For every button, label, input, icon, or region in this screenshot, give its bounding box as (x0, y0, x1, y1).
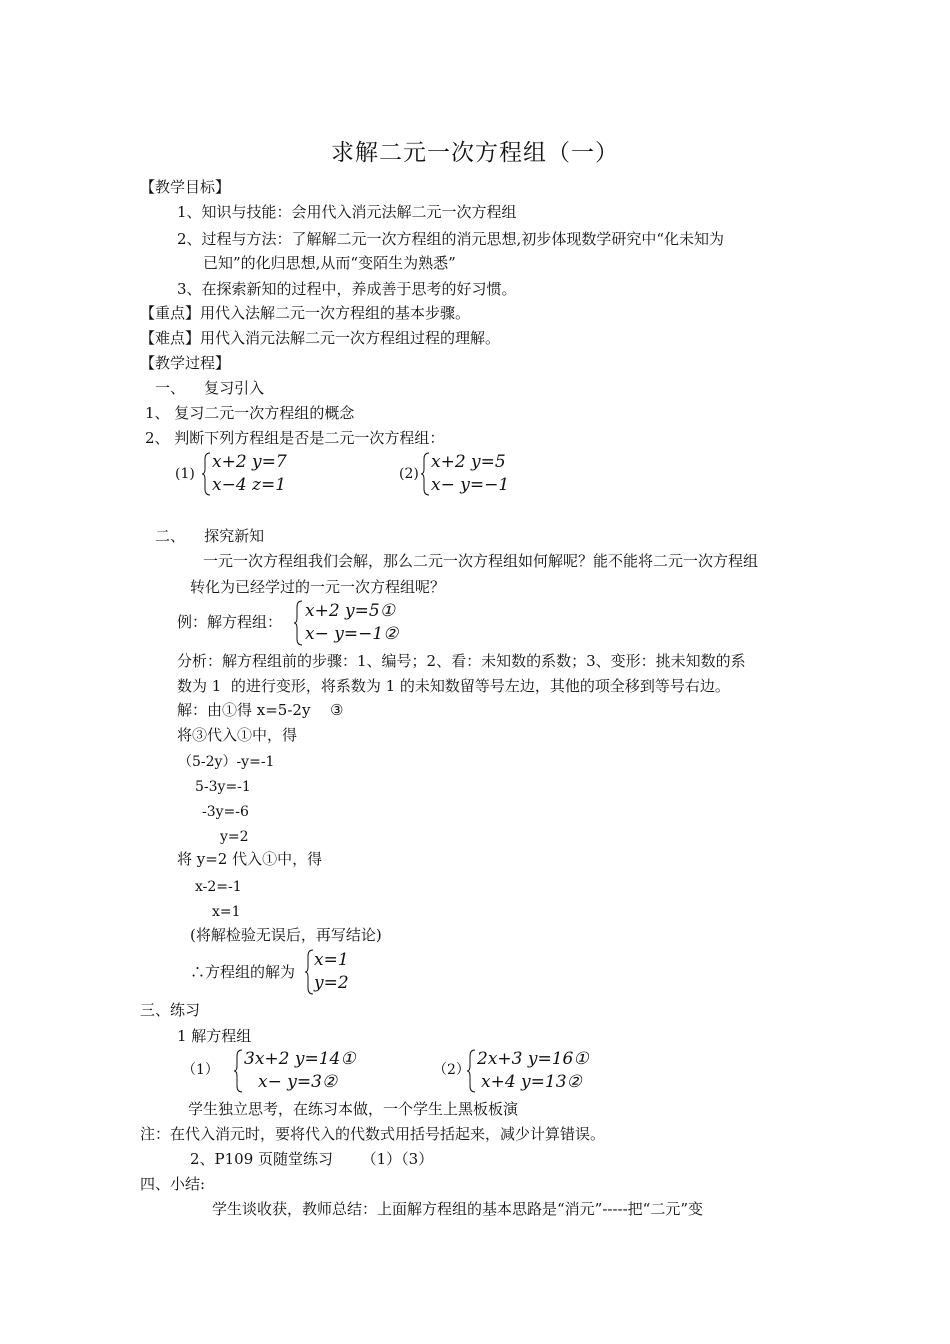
example-label: 例：解方程组： (177, 613, 283, 631)
solution-step-4: y=2 (220, 829, 249, 845)
section1-item1: 1、 复习二元一次方程组的概念 (145, 404, 355, 422)
conclusion-equation-1: x=1 (314, 950, 349, 970)
brace-icon (467, 1049, 477, 1093)
brace-icon (234, 1049, 244, 1093)
example-equation-2: x− y=−1② (305, 624, 399, 644)
system-label: （2） (433, 1062, 470, 1078)
check-note: (将解检验无误后，再写结论) (190, 926, 382, 944)
key-point: 【重点】用代入法解二元一次方程组的基本步骤。 (140, 304, 471, 322)
exercise-item-2: 2、P109 页随堂练习 （1）（3） (190, 1150, 434, 1168)
process-heading: 【教学过程】 (140, 354, 231, 372)
solution-line-2: 将③代入①中，得 (177, 726, 298, 744)
equation-1: x+2 y=5 (431, 452, 506, 472)
example-equation-1: x+2 y=5① (305, 601, 395, 621)
page-title: 求解二元一次方程组（一） (331, 140, 619, 166)
system-label: （1） (182, 1062, 219, 1078)
objective-1: 1、知识与技能：会用代入消元法解二元一次方程组 (177, 203, 517, 221)
equation-1: 2x+3 y=16① (477, 1049, 589, 1069)
conclusion-equation-2: y=2 (314, 973, 349, 993)
exercise-note-1: 学生独立思考，在练习本做，一个学生上黑板板演 (188, 1100, 519, 1118)
solution-line-1: 解：由①得 x=5-2y (177, 701, 311, 719)
exercise-title: 1 解方程组 (177, 1027, 252, 1045)
objective-3: 3、在探索新知的过程中，养成善于思考的好习惯。 (177, 280, 517, 298)
section2-intro-1: 一元一次方程组我们会解，那么二元一次方程组如何解呢？能不能将二元一次方程组 (203, 552, 759, 570)
section1-heading: 一、 复习引入 (155, 379, 265, 397)
equation-2: x+4 y=13② (481, 1072, 582, 1092)
analysis-1: 分析：解方程组前的步骤：1、编号；2、看：未知数的系数；3、变形：挑未知数的系 (177, 652, 746, 670)
solution-line-3: 将 y=2 代入①中，得 (177, 850, 323, 868)
equation-2: x− y=3② (258, 1072, 338, 1092)
section2-intro-2: 转化为已经学过的一元一次方程组呢？ (190, 578, 446, 596)
objective-2b: 已知”的化归思想,从而“变陌生为熟悉” (203, 254, 456, 272)
circled-3-marker: ③ (330, 701, 344, 719)
brace-icon (421, 452, 431, 496)
objective-2a: 2、过程与方法：了解解二元一次方程组的消元思想,初步体现数学研究中“化未知为 (177, 230, 724, 248)
brace-icon (294, 600, 304, 646)
conclusion-label: ∴方程组的解为 (190, 963, 296, 981)
section2-heading: 二、 探究新知 (155, 527, 265, 545)
system-label: (1) (175, 466, 195, 482)
equation-1: 3x+2 y=14① (244, 1049, 356, 1069)
summary-text: 学生谈收获，教师总结：上面解方程组的基本思路是“消元”-----把“二元”变 (212, 1200, 704, 1218)
section1-item2: 2、 判断下列方程组是否是二元一次方程组： (145, 429, 445, 447)
solution-step-3: -3y=-6 (202, 804, 249, 820)
solution-step-6: x=1 (212, 904, 241, 920)
solution-step-5: x-2=-1 (195, 879, 242, 895)
equation-1: x+2 y=7 (212, 452, 287, 472)
difficulty: 【难点】用代入消元法解二元一次方程组过程的理解。 (140, 329, 501, 347)
solution-step-1: （5-2y）-y=-1 (178, 754, 275, 770)
system-label: (2) (399, 466, 419, 482)
brace-icon (202, 452, 212, 496)
section3-heading: 三、练习 (140, 1001, 201, 1019)
analysis-2: 数为 1 的进行变形，将系数为 1 的未知数留等号左边，其他的项全移到等号右边。 (177, 677, 730, 695)
exercise-note-2: 注：在代入消元时，要将代入的代数式用括号括起来，减少计算错误。 (140, 1125, 606, 1143)
objectives-heading: 【教学目标】 (140, 178, 231, 196)
solution-step-2: 5-3y=-1 (195, 779, 251, 795)
equation-2: x− y=−1 (431, 475, 510, 495)
equation-2: x−4 z=1 (212, 475, 287, 495)
section4-heading: 四、小结: (140, 1175, 206, 1193)
